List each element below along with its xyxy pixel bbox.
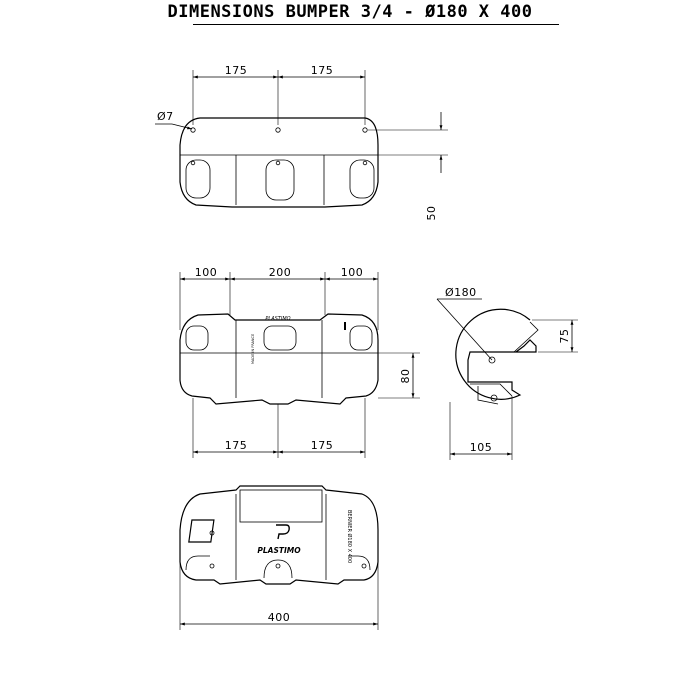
front-handle-right	[350, 326, 372, 350]
front-view-outline	[180, 314, 378, 404]
back-handle-left	[186, 556, 210, 570]
hole-icon	[276, 564, 280, 568]
section-outline	[456, 309, 536, 399]
front-handle-center	[264, 326, 296, 350]
plastimo-logo-icon	[276, 525, 289, 539]
top-handle-right	[350, 160, 374, 198]
back-handle-center	[264, 560, 292, 578]
dim-label: 175	[224, 439, 248, 452]
dim-label: Ø7	[157, 110, 174, 123]
hole-icon	[276, 161, 280, 165]
front-handle-left	[186, 326, 208, 350]
hole-icon	[210, 564, 214, 568]
top-view-outline	[180, 118, 378, 207]
hole-icon	[362, 564, 366, 568]
back-view	[180, 486, 378, 630]
dim-label: 100	[194, 266, 218, 279]
drawing-title: DIMENSIONS BUMPER 3/4 - Ø180 X 400	[167, 2, 533, 22]
back-brand-text: PLASTIMO	[257, 546, 301, 555]
dim-label: 100	[340, 266, 364, 279]
dim-label: 200	[268, 266, 292, 279]
front-brand-text: PLASTIMO	[265, 316, 291, 322]
section-inner	[514, 322, 538, 352]
dim-label: 175	[224, 64, 248, 77]
top-handle-center	[266, 160, 294, 200]
leader-line	[172, 124, 192, 129]
model-text: BERNIER Ø180 X 400	[346, 510, 352, 564]
dim-label: 80	[399, 368, 412, 384]
section-inner	[470, 384, 512, 396]
dim-label: Ø180	[445, 286, 477, 299]
hole-icon	[363, 161, 367, 165]
dim-label: 50	[425, 205, 438, 221]
hole-icon	[363, 128, 367, 132]
leader-line	[437, 299, 492, 360]
dim-label: 175	[310, 439, 334, 452]
hole-icon	[191, 161, 195, 165]
section-view	[437, 286, 578, 460]
back-panel	[240, 490, 322, 522]
hole-icon	[276, 128, 280, 132]
dim-label: 75	[558, 328, 571, 344]
front-mark	[344, 322, 346, 330]
front-view	[180, 266, 420, 458]
top-view	[155, 64, 448, 221]
made-in-text: MADE IN FRANCE	[251, 333, 255, 364]
dim-label: 105	[469, 441, 493, 454]
top-handle-left	[186, 160, 210, 198]
plastimo-logo-icon	[189, 520, 214, 542]
dim-label: 175	[310, 64, 334, 77]
dim-label: 400	[267, 611, 291, 624]
